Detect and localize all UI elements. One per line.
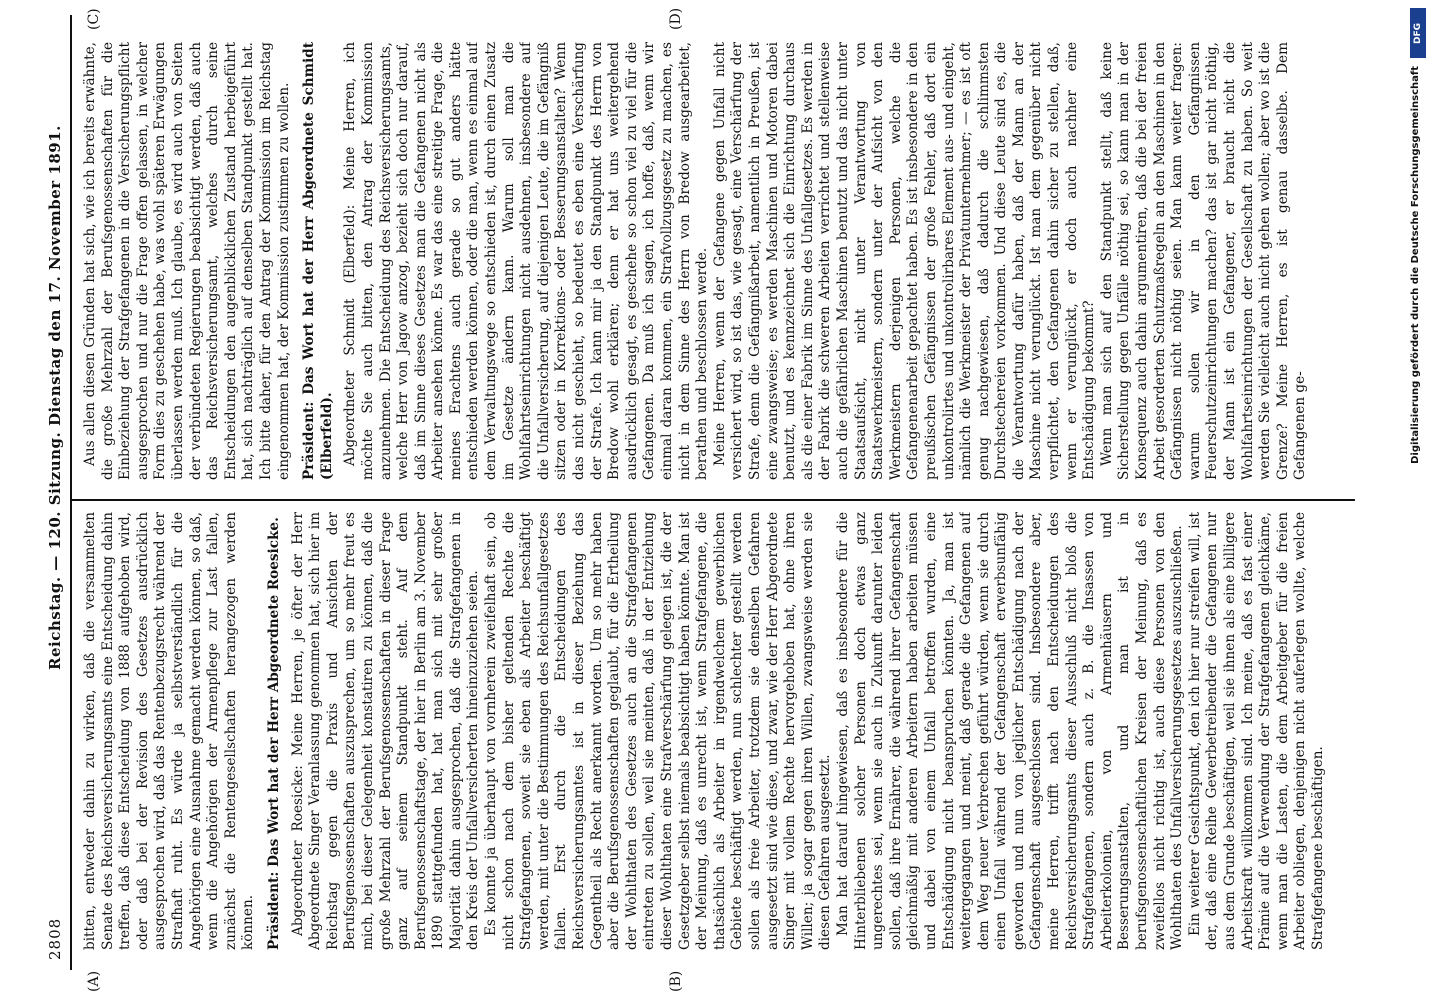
paragraph: Abgeordneter Roesicke: Meine Herren, je öfter der Herr Abgeordnete Singer Veranlassung genommen hat, sich hier im Reichstag gegen die Praxis und Ansichten der Berufsgenossenschaften auszusprechen, um so mehr freut es mich, bei dieser Gelegenheit konstatiren zu können, daß die große Mehrzahl der Berufsgenossenschaften in dieser Frage ganz auf seinem Standpunkt steht. Auf dem Berufsgenossenschaftstage, der hier in Berlin am 3. November 1890 stattgefunden hat, hat man sich mit sehr großer Majorität dahin ausgesprochen, daß die Strafgefangenen in den Kreis der Unfallversicherten hineinzuziehen seien. [289, 512, 482, 950]
margin-marker-a: (A) [86, 970, 102, 992]
paragraph: Man hat darauf hingewiesen, daß es insbesondere für die Hinterbliebenen solcher Personen doch etwas ganz ungerechtes sei, wenn sie auch in Zukunft darunter leiden sollen, daß ihre Ernährer, die während ihrer Gefangenschaft gleichmäßig mit anderen Arbeitern haben arbeiten müssen und dabei von einem Unfall betroffen wurden, eine Entschädigung nicht beanspruchen könnten. Ja, man ist weitergegangen und meint, daß gerade die Gefangenen auf dem Weg neuer Verbrechen geführt würden, wenn sie durch einen Unfall während der Gefangenschaft erwerbsunfähig geworden und nun von jeglicher Entschädigung nach der Gefangenschaft ausgeschlossen sind. Insbesondere aber, meine Herren, trifft nach den Entscheidungen des Reichsversicherungsamts dieser Ausschluß nicht bloß die Strafgefangenen, sondern auch z. B. die Insassen von Arbeiterkolonien, von Armenhäusern und Besserungsanstalten, und man ist in berufsgenossenschaftlichen Kreisen der Meinung, daß es zweifellos nicht richtig ist, auch diese Personen von den Wohlthaten des Unfallversicherungsgesetzes auszuschließen. [834, 512, 1186, 950]
margin-marker-c: (C) [86, 8, 102, 30]
left-column [82, 512, 1352, 950]
paragraph: Meine Herren, wenn der Gefangene gegen Unfall nicht versichert wird, so ist das, wie gesagt, eine Verschärfung der Strafe, denn die Gefängnißarbeit, namentlich in Preußen, ist eine zwangsweise; es werden Maschinen und Motoren dabei benutzt, und es kennzeichnet sich die Einrichtung durchaus als die einer Fabrik im Sinne des Unfallgesetzes. Es werden in der Fabrik die schweren Arbeiten verrichtet und stellenweise auch die gefährlichen Maschinen benutzt und das nicht unter Staatsaufsicht, nicht unter Verantwortung von Staatswerkmeistern, sondern unter der Aufsicht von den Werkmeistern derjenigen Personen, welche die Gefangenenarbeit gepachtet haben. Es ist insbesondere in den preußischen Gefängnissen der große Fehler, daß dort ein unkontrolirtes und unkontrolirbares Element aus- und eingeht, nämlich die Werkmeister der Privatunternehmer; — es ist oft genug nachgewiesen, daß dadurch die schlimmsten Durchstechereien vorkommen. Und diese Leute sind es, die die Verantwortung dafür haben, daß der Mann an der Maschine nicht verunglückt. Ist man dem gegenüber nicht verpflichtet, den Gefangenen dahin sicher zu stellen, daß, wenn er verunglückt, er doch auch nachher eine Entschädigung bekommt? [711, 42, 1098, 480]
header-rule [70, 15, 72, 970]
paragraph: Abgeordneter Schmidt (Elberfeld): Meine Herren, ich möchte Sie auch bitten, den Antrag der Kommission anzunehmen. Die Entscheidung des Reichsversicherungsamts, welche Herr von Jagow anzog, bezieht sich doch nur darauf, daß im Sinne dieses Gesetzes man die Gefangenen nicht als Arbeiter ansehen könne. Es war das eine streitige Frage, die meines Erachtens auch gerade so gut anders hätte entschieden werden können, oder die man, wenn es einmal auf dem Verwaltungswege so entschieden ist, durch einen Zusatz im Gesetze ändern kann. Warum soll man die Wohlfahrtseinrichtungen nicht ausdehnen, insbesondere auf die Unfallversicherung, auf diejenigen Leute, die im Gefängniß sitzen oder in Korrektions- oder Besserungsanstalten? Wenn das nicht geschieht, so bedeutet es eben eine Verschärfung der Strafe. Ich kann mir ja den Standpunkt des Herrn von Bredow wohl erklären; denn er hat uns weitergehend ausdrücklich gesagt, es geschehe so schon viel zu viel für die Gefangenen. Da muß ich sagen, ich hoffe, daß, wenn wir einmal daran kommen, ein Strafvollzugsgesetz zu machen, es nicht in dem Sinne des Herrn von Bredow ausgearbeitet, berathen und beschlossen werde. [342, 42, 711, 480]
paragraph: Es konnte ja überhaupt von vornherein zweifelhaft sein, ob nicht schon nach dem bisher geltenden Rechte die Strafgefangenen, soweit sie eben als Arbeiter beschäftigt werden, mit unter die Bestimmungen des Reichsunfallgesetzes fallen. Erst durch die Entscheidungen des Reichsversicherungsamtes ist in dieser Beziehung das Gegentheil als Recht anerkannt worden. Um so mehr haben aber die Berufsgenossenschaften geglaubt, für die Ertheilung der Wohlthaten des Gesetzes auch an die Strafgefangenen eintreten zu sollen, weil sie meinten, daß in der Entziehung dieser Wohlthaten eine Strafverschärfung gelegen ist, die der Gesetzgeber selbst niemals beabsichtigt haben könnte. Man ist der Meinung, daß es unrecht ist, wenn Strafgefangene, die thatsächlich als Arbeiter in irgendwelchem gewerblichen Gebiete beschäftigt werden, nun schlechter gestellt werden sollen als freie Arbeiter, trotzdem sie denselben Gefahren ausgesetzt sind wie diese, und zwar, wie der Herr Abgeordnete Singer mit vollem Rechte hervorgehoben hat, ohne ihren Willen; ja sogar gegen ihren Willen, zwangsweise werden sie diesen Gefahren ausgesetzt. [483, 512, 834, 950]
speaker-line: Präsident: Das Wort hat der Herr Abgeordnete Roesicke. [265, 517, 282, 950]
digitization-credit [1408, 8, 1428, 998]
paragraph: Aus allen diesen Gründen hat sich, wie ich bereits erwähnte, die große Mehrzahl der Berufsgenossenschaften für die Einbeziehung der Strafgefangenen in die Versicherungspflicht ausgesprochen und nur die Frage offen gelassen, in welcher Form dies zu geschehen habe, was wohl späteren Erwägungen überlassen werden muß. Ich glaube, es wird auch von Seiten der verbündeten Regierungen beabsichtigt werden, daß auch das Reichsversicherungsamt, welches durch seine Entscheidungen den augenblicklichen Zustand herbeigeführt hat, sich nachträglich auf denselben Standpunkt gestellt hat. Ich bitte daher, für den Antrag der Kommission im Reichstag eingenommen hat, der Kommission zustimmen zu wollen. [82, 42, 292, 480]
right-column [82, 42, 1352, 480]
margin-marker-b: (B) [668, 970, 684, 992]
page-number: 2808 [46, 917, 64, 960]
paragraph: Ein weiterer Gesichtspunkt, den ich hier nur streifen will, ist der, daß eine Reihe Gewerbetreibender die Gefangenen nur aus dem Grunde beschäftigen, weil sie ihnen als eine billigere Arbeitskraft willkommen sind. Ich meine, daß es fast einer Prämie auf die Verwendung der Strafgefangenen gleichkäme, wenn man die Lasten, die dem Arbeitgeber für die freien Arbeiter obliegen, denjenigen nicht auferlegen wollte, welche Strafgefangene beschäftigen. [1186, 512, 1326, 950]
margin-marker-d: (D) [668, 7, 684, 30]
page-header [46, 0, 68, 1000]
credit-text: Digitalisierung gefördert durch die Deutsche Forschungsgemeinschaft [1410, 66, 1421, 464]
dfg-logo: DFG [1410, 8, 1426, 58]
paragraph: bitten, entweder dahin zu wirken, daß die versammelten Senate des Reichsversicherungsamts eine Entscheidung dahin treffen, daß diese Entscheidung von 1888 aufgehoben wird, oder daß bei der Revision des Gesetzes ausdrücklich ausgesprochen wird, daß das Rentenbezugsrecht während der Strafhaft ruht. Es würde ja selbstverständlich für die Angehörigen eine Ausnahme gemacht werden können, so daß, wenn die Angehörigen der Armenpflege zur Last fallen, zunächst die Rentengesellschaften herangezogen werden können. [82, 512, 257, 950]
paragraph: Wenn man sich auf den Standpunkt stellt, daß keine Sicherstellung gegen Unfälle nöthig sei, so kann man in der Konsequenz auch dahin argumentiren, daß die bei der freien Arbeit gesorderten Schutzmaßregeln an den Maschinen in den Gefängnissen nicht nöthig seien. Man kann weiter fragen: warum sollen wir in den Gefängnissen Feuerschutzeinrichtungen machen? das ist gar nicht nöthig, der Mann ist ein Gefangener, er braucht nicht die Wohlfahrtseinrichtungen der Gesellschaft zu haben. So weit werden Sie vielleicht auch nicht gehen wollen; aber wo ist die Grenze? Meine Herren, es ist genau dasselbe. Dem Gefangenen ge- [1098, 42, 1309, 480]
speaker-line: Präsident: Das Wort hat der Herr Abgeordnete Schmidt (Elberfeld). [301, 42, 335, 480]
column-divider [70, 499, 1355, 501]
page-title: Reichstag. — 120. Sitzung. Dienstag den 17. November 1891. [46, 125, 64, 670]
